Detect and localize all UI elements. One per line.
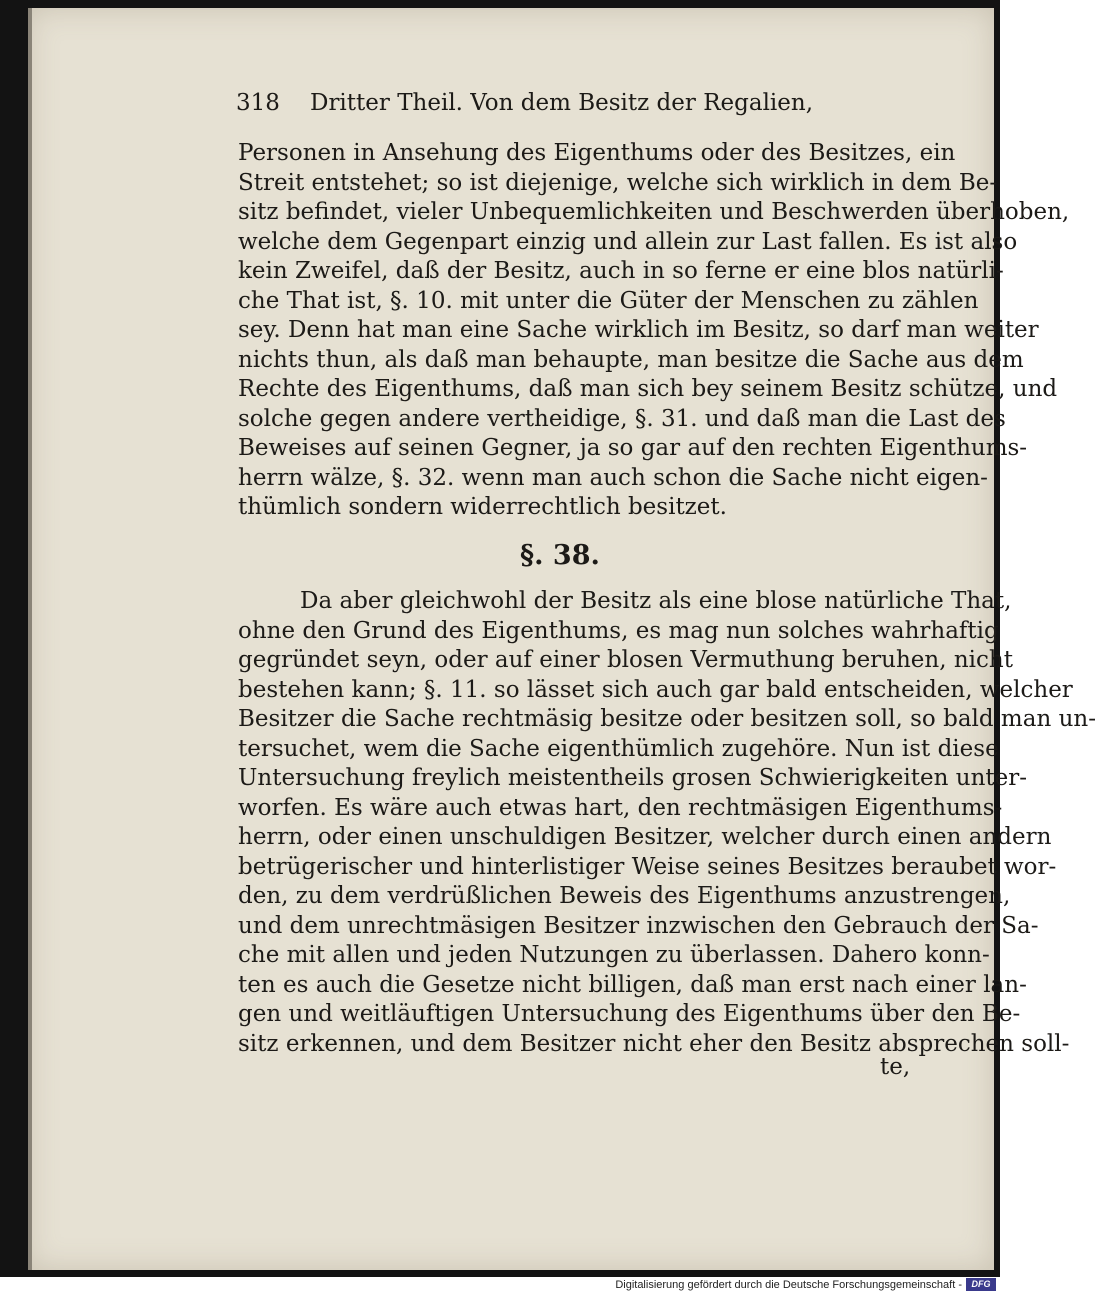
text-line: den, zu dem verdrüßlichen Beweis des Eigenthums anzustrengen, (238, 883, 1011, 909)
text-line: bestehen kann; §. 11. so lässet sich auch gar bald entscheiden, welcher (238, 676, 1073, 703)
text-line: sey. Denn hat man eine Sache wirklich im Besitz, so darf man weiter (238, 317, 1039, 343)
text-line: herrn wälze, §. 32. wenn man auch schon die Sache nicht eigen- (238, 464, 988, 491)
text-line: Rechte des Eigenthums, daß man sich bey seinem Besitz schütze, und (238, 376, 1058, 402)
running-title: Dritter Theil. Von dem Besitz der Regalien, (310, 90, 814, 116)
text-line: kein Zweifel, daß der Besitz, auch in so ferne er eine blos natürli- (238, 258, 1004, 284)
text-line: nichts thun, als daß man behaupte, man besitze die Sache aus dem (238, 346, 1024, 373)
text-line: solche gegen andere vertheidige, §. 31. und daß man die Last des (238, 405, 1006, 432)
text-line: gegründet seyn, oder auf einer blosen Vermuthung beruhen, nicht (238, 647, 1013, 673)
text-line: Besitzer die Sache rechtmäsig besitze oder besitzen soll, so bald man un- (238, 706, 1096, 732)
dfg-logo: DFG (966, 1278, 996, 1291)
text-line: che mit allen und jeden Nutzungen zu überlassen. Dahero konn- (238, 942, 990, 968)
catchword: te, (880, 1054, 911, 1080)
text-line: Da aber gleichwohl der Besitz als eine blose natürliche That, (300, 588, 1012, 614)
section-heading: §. 38. (520, 540, 600, 571)
text-line: che That ist, §. 10. mit unter die Güter der Menschen zu zählen (238, 287, 979, 314)
text-line: Streit entstehet; so ist diejenige, welche sich wirklich in dem Be- (238, 169, 998, 196)
text-line: und dem unrechtmäsigen Besitzer inzwischen den Gebrauch der Sa- (238, 912, 1039, 939)
text-line: Personen in Ansehung des Eigenthums oder des Besitzes, ein (238, 140, 956, 166)
text-line: herrn, oder einen unschuldigen Besitzer, welcher durch einen andern (238, 824, 1052, 850)
text-line: sitz erkennen, und dem Besitzer nicht eher den Besitz absprechen soll- (238, 1030, 1070, 1057)
running-head (236, 88, 836, 118)
footer (0, 1277, 1000, 1293)
page-number: 318 (236, 90, 280, 116)
page-edge (28, 8, 32, 1270)
text-line: Beweises auf seinen Gegner, ja so gar auf den rechten Eigenthums- (238, 435, 1028, 461)
text-line: thümlich sondern widerrechtlich besitzet. (238, 494, 727, 520)
text-line: gen und weitläuftigen Untersuchung des Eigenthums über den Be- (238, 1001, 1021, 1027)
text-line: sitz befindet, vieler Unbequemlichkeiten und Beschwerden überhoben, (238, 199, 1070, 225)
text-line: welche dem Gegenpart einzig und allein zur Last fallen. Es ist also (238, 228, 1018, 255)
text-line: worfen. Es wäre auch etwas hart, den rechtmäsigen Eigenthums- (238, 794, 1003, 821)
text-line: ten es auch die Gesetze nicht billigen, daß man erst nach einer lan- (238, 971, 1027, 998)
footer-credit: Digitalisierung gefördert durch die Deutsche Forschungsgemeinschaft - (615, 1279, 962, 1291)
text-line: tersuchet, wem die Sache eigenthümlich zugehöre. Nun ist diese (238, 735, 999, 762)
text-line: ohne den Grund des Eigenthums, es mag nun solches wahrhaftig (238, 617, 999, 644)
text-line: betrügerischer und hinterlistiger Weise seines Besitzes beraubet wor- (238, 853, 1057, 880)
text-line: Untersuchung freylich meistentheils grosen Schwierigkeiten unter- (238, 765, 1027, 791)
